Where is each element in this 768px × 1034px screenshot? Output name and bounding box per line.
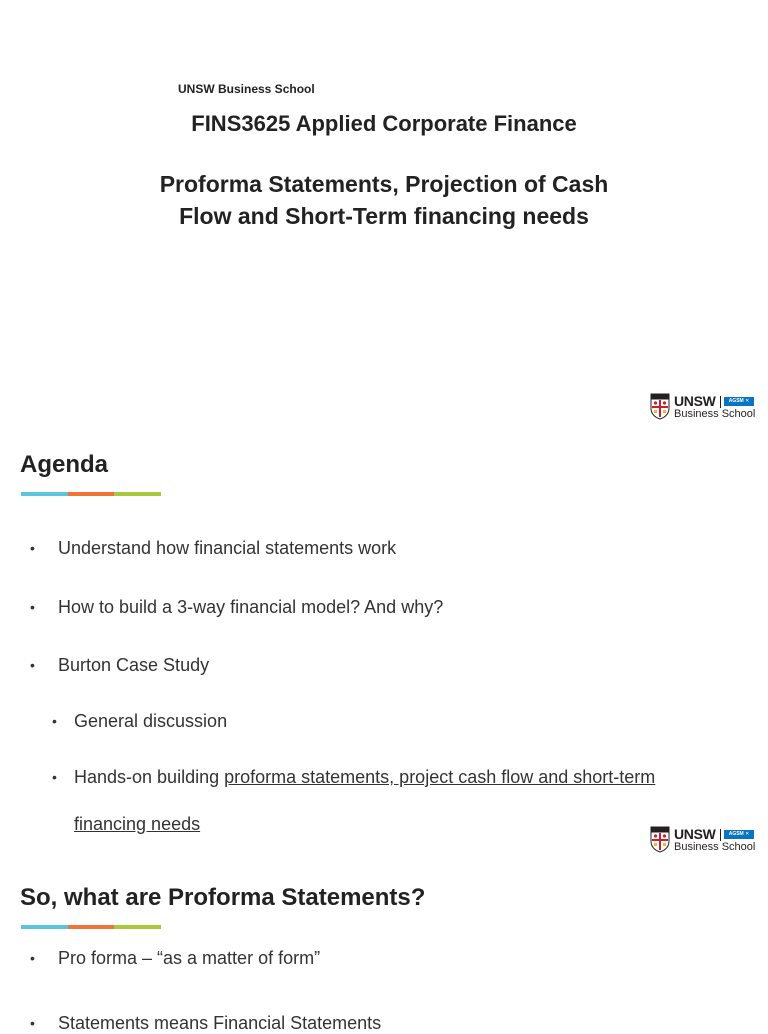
- bullet-marker: •: [30, 540, 35, 556]
- logo-divider: [720, 829, 721, 841]
- logo-subtitle: Business School: [674, 408, 756, 420]
- agenda-sub-bullet-text: [74, 766, 655, 788]
- unsw-logo: [650, 826, 758, 858]
- accent-blue: [21, 492, 68, 496]
- accent-orange: [68, 492, 115, 496]
- accent-green: [114, 925, 161, 929]
- crest-icon: [650, 826, 670, 853]
- agenda-sub-bullet-2-cont: [74, 813, 200, 835]
- agenda-bullet-text: Understand how financial statements work: [58, 538, 397, 558]
- proforma-bullet-text: Statements means Financial Statements: [58, 1013, 382, 1033]
- agenda-heading: Agenda: [20, 451, 109, 478]
- logo-wordmark: UNSW: [674, 826, 716, 842]
- bullet-marker: •: [52, 769, 57, 785]
- proforma-bullet-text: Pro forma – “as a matter of form”: [58, 948, 321, 968]
- school-label: UNSW Business School: [178, 82, 315, 96]
- logo-divider: [720, 396, 721, 408]
- proforma-link-line-1[interactable]: proforma statements, project cash flow and short-term: [224, 767, 656, 787]
- logo-badge: AGSM ✕: [724, 397, 754, 406]
- proforma-accent-bar: [21, 925, 161, 929]
- deck-title-line-2: Flow and Short-Term financing needs: [179, 203, 589, 229]
- proforma-link-line-2[interactable]: financing needs: [74, 814, 201, 834]
- bullet-marker: •: [30, 599, 35, 615]
- unsw-logo: [650, 393, 758, 425]
- agenda-bullet-text: Burton Case Study: [58, 655, 210, 675]
- agenda-sub-bullet-text: General discussion: [74, 711, 228, 731]
- accent-orange: [68, 925, 115, 929]
- accent-green: [114, 492, 161, 496]
- agenda-bullet-text: How to build a 3-way financial model? And why?: [58, 597, 444, 617]
- agenda-accent-bar: [21, 492, 161, 496]
- deck-title-line-1: Proforma Statements, Projection of Cash: [159, 171, 609, 197]
- bullet-marker: •: [30, 657, 35, 673]
- logo-subtitle: Business School: [674, 841, 756, 853]
- deck-title: [0, 168, 768, 232]
- course-title: FINS3625 Applied Corporate Finance: [191, 111, 577, 136]
- crest-icon: [650, 393, 670, 420]
- bullet-marker: •: [30, 950, 35, 966]
- logo-badge: AGSM ✕: [724, 830, 754, 839]
- logo-wordmark: UNSW: [674, 393, 716, 409]
- accent-blue: [21, 925, 68, 929]
- sub-bullet-prefix: Hands-on building: [74, 767, 225, 787]
- proforma-heading: So, what are Proforma Statements?: [20, 884, 426, 911]
- bullet-marker: •: [30, 1015, 35, 1031]
- bullet-marker: •: [52, 713, 57, 729]
